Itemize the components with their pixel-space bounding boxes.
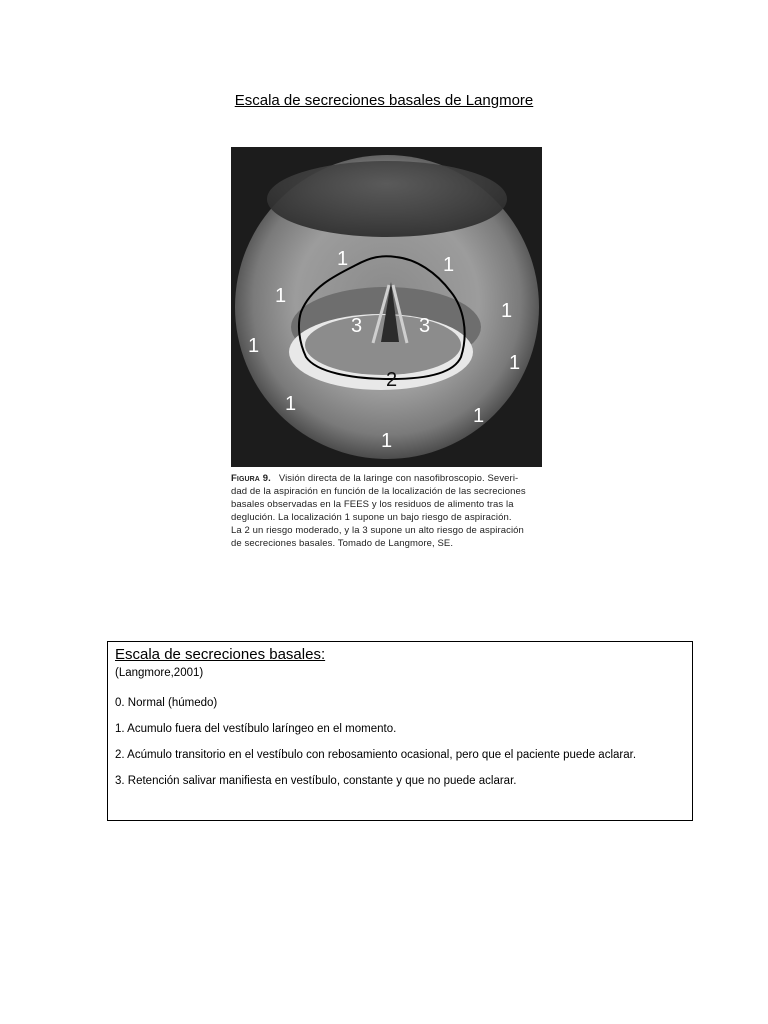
region-label: 3 — [351, 315, 363, 337]
region-label: 1 — [337, 248, 349, 270]
region-label: 1 — [443, 254, 455, 276]
scale-item-2: 2. Acúmulo transitorio en el vestíbulo con rebosamiento ocasional, pero que el paciente puede aclarar. — [115, 749, 637, 761]
figure-label: Figura 9. — [231, 473, 271, 484]
region-label: 1 — [509, 352, 521, 374]
caption-line: deglución. La localización 1 supone un bajo riesgo de aspiración. — [231, 512, 512, 523]
caption-line: Figura 9. Visión directa de la laringe con nasofibroscopio. Severi- — [231, 473, 519, 484]
figure-caption — [231, 472, 543, 550]
scale-item-0: 0. Normal (húmedo) — [115, 697, 218, 709]
region-label: 1 — [248, 335, 260, 357]
scale-source: (Langmore,2001) — [115, 667, 204, 679]
region-label: 1 — [501, 300, 513, 322]
scale-heading: Escala de secreciones basales: — [115, 646, 326, 663]
caption-line: dad de la aspiración en función de la localización de las secreciones — [231, 486, 526, 497]
caption-line: La 2 un riesgo moderado, y la 3 supone un alto riesgo de aspiración — [231, 525, 524, 536]
scale-item-3: 3. Retención salivar manifiesta en vestíbulo, constante y que no puede aclarar. — [115, 775, 517, 787]
region-label: 1 — [275, 285, 287, 307]
upper-dark-area — [267, 161, 507, 237]
laryngoscopy-image — [231, 147, 542, 467]
caption-line: de secreciones basales. Tomado de Langmore, SE. — [231, 538, 454, 549]
region-label: 1 — [285, 393, 297, 415]
region-label: 1 — [473, 405, 485, 427]
page-title: Escala de secreciones basales de Langmore — [234, 92, 534, 109]
region-label: 3 — [419, 315, 431, 337]
secretion-inner — [305, 315, 461, 375]
region-label: 1 — [381, 430, 393, 452]
region-label: 2 — [386, 369, 398, 391]
scale-box — [107, 641, 693, 821]
scale-item-1: 1. Acumulo fuera del vestíbulo laríngeo en el momento. — [115, 723, 397, 735]
caption-line: basales observadas en la FEES y los residuos de alimento tras la — [231, 499, 514, 510]
